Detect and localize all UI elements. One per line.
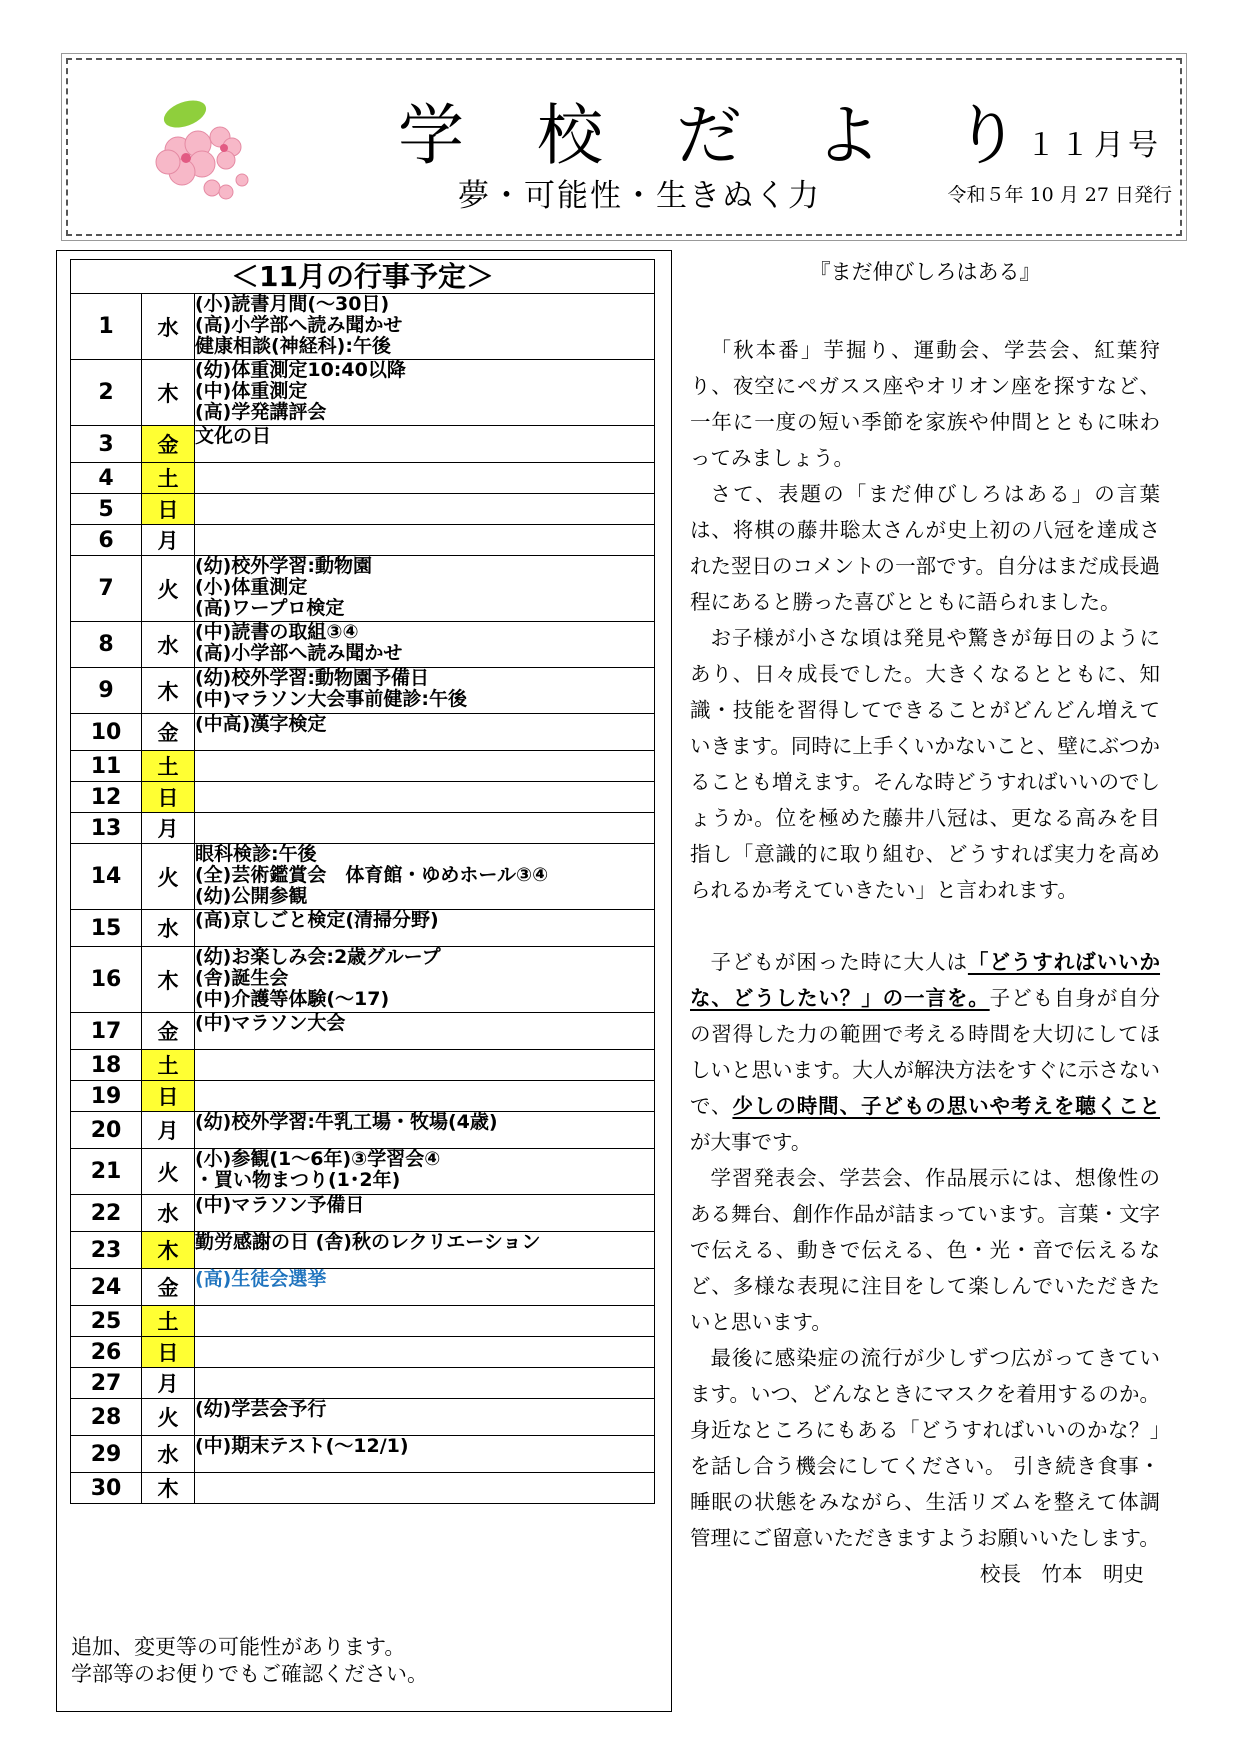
schedule-row bbox=[71, 294, 655, 360]
schedule-events bbox=[195, 668, 655, 714]
schedule-events bbox=[195, 294, 655, 360]
schedule-row bbox=[71, 751, 655, 782]
schedule-event: (中)介護等体験(～17) bbox=[195, 988, 390, 1010]
schedule-day: 28 bbox=[71, 1399, 142, 1436]
schedule-row bbox=[71, 1195, 655, 1232]
schedule-event: 眼科検診:午後 bbox=[195, 843, 317, 865]
schedule-events bbox=[195, 360, 655, 426]
schedule-row bbox=[71, 813, 655, 844]
schedule-day: 5 bbox=[71, 494, 142, 525]
cherry-blossom-icon bbox=[140, 92, 260, 212]
schedule-row bbox=[71, 910, 655, 947]
schedule-weekday: 木 bbox=[142, 1473, 195, 1504]
schedule-events bbox=[195, 1436, 655, 1473]
article-paragraph: 「秋本番」芋掘り、運動会、学芸会、紅葉狩り、夜空にペガスス座やオリオン座を探すなど、一年に一度の短い季節を家族や仲間とともに味わってみましょう。 bbox=[690, 338, 1160, 470]
schedule-weekday: 火 bbox=[142, 556, 195, 622]
schedule-row bbox=[71, 1306, 655, 1337]
schedule-row bbox=[71, 844, 655, 910]
article-text: 子どもが困った時に大人は bbox=[710, 950, 968, 974]
schedule-row bbox=[71, 360, 655, 426]
schedule-title: ＜11月の行事予定＞ bbox=[71, 260, 655, 294]
schedule-event: (小)読書月間(～30日) bbox=[195, 293, 390, 315]
schedule-event: (幼)校外学習:牛乳工場・牧場(4歳) bbox=[195, 1111, 498, 1133]
schedule-event: (中高)漢字検定 bbox=[195, 713, 327, 735]
schedule-events bbox=[195, 1013, 655, 1050]
schedule-event: (中)期末テスト(～12/1) bbox=[195, 1435, 409, 1457]
schedule-day: 18 bbox=[71, 1050, 142, 1081]
schedule-event: (幼)公開参観 bbox=[195, 885, 308, 907]
schedule-weekday: 月 bbox=[142, 525, 195, 556]
schedule-events bbox=[195, 426, 655, 463]
schedule-events bbox=[195, 556, 655, 622]
schedule-event: (中)マラソン大会事前健診:午後 bbox=[195, 688, 467, 710]
schedule-event: (小)体重測定 bbox=[195, 576, 308, 598]
schedule-weekday: 水 bbox=[142, 622, 195, 668]
article-paragraph: さて、表題の「まだ伸びしろはある」の言葉は、将棋の藤井聡太さんが史上初の八冠を達成された翌日のコメントの一部です。自分はまだ成長過程にあると勝った喜びとともに語られました。 bbox=[690, 482, 1160, 614]
article-paragraph: お子様が小さな頃は発見や驚きが毎日のようにあり、日々成長でした。大きくなるとともに、知識・技能を習得してできることがどんどん増えていきます。同時に上手くいかないこと、壁にぶつかることも増えます。そんな時どうすればいいのでしょうか。位を極めた藤井八冠は、更なる高みを目指し「意識的に取り組む、どうすれば実力を高められるか考えていきたい」と言われます。 bbox=[690, 626, 1160, 902]
schedule-weekday: 金 bbox=[142, 426, 195, 463]
schedule-row bbox=[71, 463, 655, 494]
schedule-events bbox=[195, 1081, 655, 1112]
schedule-row bbox=[71, 782, 655, 813]
schedule-event: (高)小学部へ読み聞かせ bbox=[195, 642, 403, 664]
schedule-event: 健康相談(神経科):午後 bbox=[195, 335, 391, 357]
schedule-events bbox=[195, 910, 655, 947]
newsletter-title: 学 校 だ よ り bbox=[398, 97, 1046, 174]
schedule-table bbox=[70, 259, 655, 1504]
schedule-events bbox=[195, 782, 655, 813]
schedule-events bbox=[195, 525, 655, 556]
issue-date: 令和５年 10 月 27 日発行 bbox=[947, 184, 1172, 206]
schedule-event: (幼)校外学習:動物園 bbox=[195, 555, 372, 577]
schedule-weekday: 日 bbox=[142, 1337, 195, 1368]
schedule-day: 26 bbox=[71, 1337, 142, 1368]
schedule-row bbox=[71, 1399, 655, 1436]
article-paragraph: 最後に感染症の流行が少しずつ広がってきています。いつ、どんなときにマスクを着用するのか。身近なところにもある「どうすればいいのかな？」を話し合う機会にしてください。 引き続き食事・睡眠の状態をみながら、生活リズムを整えて体調管理にご留意いただきますようお願いいたします。 bbox=[690, 1346, 1160, 1550]
schedule-weekday: 月 bbox=[142, 813, 195, 844]
schedule-events bbox=[195, 947, 655, 1013]
issue-label: １１月号 bbox=[1026, 128, 1162, 163]
schedule-weekday: 日 bbox=[142, 1081, 195, 1112]
schedule-event: (幼)校外学習:動物園予備日 bbox=[195, 667, 429, 689]
article-paragraph bbox=[690, 944, 1160, 1160]
schedule-weekday: 土 bbox=[142, 751, 195, 782]
schedule-events bbox=[195, 1337, 655, 1368]
schedule-day: 8 bbox=[71, 622, 142, 668]
schedule-row bbox=[71, 525, 655, 556]
schedule-day: 25 bbox=[71, 1306, 142, 1337]
schedule-event: 勤労感謝の日 (舎)秋のレクリエーション bbox=[195, 1231, 541, 1253]
schedule-row bbox=[71, 622, 655, 668]
schedule-row bbox=[71, 1436, 655, 1473]
schedule-row bbox=[71, 1337, 655, 1368]
schedule-events bbox=[195, 463, 655, 494]
schedule-day: 29 bbox=[71, 1436, 142, 1473]
schedule-day: 15 bbox=[71, 910, 142, 947]
schedule-note-line: 追加、変更等の可能性があります。 bbox=[71, 1635, 406, 1659]
schedule-event: (高)生徒会選挙 bbox=[195, 1268, 327, 1290]
schedule-day: 24 bbox=[71, 1269, 142, 1306]
schedule-weekday: 水 bbox=[142, 1436, 195, 1473]
schedule-day: 23 bbox=[71, 1232, 142, 1269]
schedule-event: 文化の日 bbox=[195, 425, 272, 447]
schedule-day: 13 bbox=[71, 813, 142, 844]
schedule-row bbox=[71, 556, 655, 622]
schedule-note-line: 学部等のお便りでもご確認ください。 bbox=[71, 1662, 428, 1686]
schedule-event: (中)マラソン予備日 bbox=[195, 1194, 365, 1216]
schedule-day: 6 bbox=[71, 525, 142, 556]
schedule-weekday: 水 bbox=[142, 910, 195, 947]
schedule-weekday: 日 bbox=[142, 494, 195, 525]
schedule-events bbox=[195, 1269, 655, 1306]
schedule-row bbox=[71, 1368, 655, 1399]
schedule-event: (中)体重測定 bbox=[195, 380, 308, 402]
emphasis-text: 「どうすればいいかな、どうしたい？」の一言を。 bbox=[690, 950, 1161, 1010]
schedule-weekday: 土 bbox=[142, 1306, 195, 1337]
schedule-day: 14 bbox=[71, 844, 142, 910]
schedule-day: 19 bbox=[71, 1081, 142, 1112]
schedule-row bbox=[71, 1050, 655, 1081]
schedule-day: 4 bbox=[71, 463, 142, 494]
schedule-event: (高)学発講評会 bbox=[195, 401, 327, 423]
schedule-panel bbox=[56, 250, 672, 1712]
schedule-day: 3 bbox=[71, 426, 142, 463]
schedule-weekday: 日 bbox=[142, 782, 195, 813]
schedule-row bbox=[71, 714, 655, 751]
schedule-day: 7 bbox=[71, 556, 142, 622]
schedule-events bbox=[195, 844, 655, 910]
schedule-events bbox=[195, 1149, 655, 1195]
schedule-row bbox=[71, 1269, 655, 1306]
schedule-weekday: 木 bbox=[142, 1232, 195, 1269]
schedule-event: (中)マラソン大会 bbox=[195, 1012, 346, 1034]
schedule-day: 11 bbox=[71, 751, 142, 782]
schedule-events bbox=[195, 494, 655, 525]
schedule-row bbox=[71, 1149, 655, 1195]
schedule-row bbox=[71, 668, 655, 714]
schedule-weekday: 土 bbox=[142, 463, 195, 494]
schedule-events bbox=[195, 1195, 655, 1232]
schedule-event: (幼)お楽しみ会:2歳グループ bbox=[195, 946, 441, 968]
schedule-weekday: 水 bbox=[142, 294, 195, 360]
schedule-weekday: 火 bbox=[142, 1399, 195, 1436]
schedule-row bbox=[71, 426, 655, 463]
schedule-row bbox=[71, 947, 655, 1013]
schedule-events bbox=[195, 714, 655, 751]
schedule-weekday: 木 bbox=[142, 360, 195, 426]
schedule-day: 20 bbox=[71, 1112, 142, 1149]
schedule-row bbox=[71, 1081, 655, 1112]
schedule-events bbox=[195, 1112, 655, 1149]
schedule-weekday: 金 bbox=[142, 1013, 195, 1050]
schedule-note bbox=[71, 1634, 428, 1688]
schedule-event: (小)参観(1～6年)③学習会④ bbox=[195, 1148, 441, 1170]
schedule-day: 21 bbox=[71, 1149, 142, 1195]
schedule-weekday: 水 bbox=[142, 1195, 195, 1232]
schedule-events bbox=[195, 1368, 655, 1399]
schedule-event: (幼)体重測定10:40以降 bbox=[195, 359, 406, 381]
schedule-day: 9 bbox=[71, 668, 142, 714]
schedule-events bbox=[195, 1050, 655, 1081]
schedule-row bbox=[71, 1112, 655, 1149]
schedule-row bbox=[71, 1473, 655, 1504]
schedule-events bbox=[195, 622, 655, 668]
schedule-row bbox=[71, 1013, 655, 1050]
schedule-day: 17 bbox=[71, 1013, 142, 1050]
schedule-events bbox=[195, 1473, 655, 1504]
schedule-row bbox=[71, 1232, 655, 1269]
newsletter-header bbox=[66, 58, 1182, 236]
schedule-events bbox=[195, 1232, 655, 1269]
schedule-weekday: 土 bbox=[142, 1050, 195, 1081]
schedule-event: (高)京しごと検定(清掃分野) bbox=[195, 909, 439, 931]
schedule-events bbox=[195, 1399, 655, 1436]
schedule-event: (高)小学部へ読み聞かせ bbox=[195, 314, 403, 336]
article-title: 『まだ伸びしろはある』 bbox=[809, 260, 1041, 284]
schedule-day: 30 bbox=[71, 1473, 142, 1504]
schedule-weekday: 月 bbox=[142, 1112, 195, 1149]
schedule-weekday: 木 bbox=[142, 668, 195, 714]
schedule-event: (舎)誕生会 bbox=[195, 967, 289, 989]
signature: 校長 竹本 明史 bbox=[980, 1562, 1144, 1586]
schedule-day: 10 bbox=[71, 714, 142, 751]
schedule-weekday: 金 bbox=[142, 1269, 195, 1306]
schedule-weekday: 火 bbox=[142, 844, 195, 910]
schedule-day: 12 bbox=[71, 782, 142, 813]
schedule-day: 27 bbox=[71, 1368, 142, 1399]
schedule-events bbox=[195, 751, 655, 782]
article-text: 子ども自身が自分の習得した力の範囲で考える時間を大切にしてほしいと思います。大人が解決方法をすぐに示さないで、 bbox=[690, 986, 1161, 1118]
schedule-weekday: 月 bbox=[142, 1368, 195, 1399]
schedule-day: 22 bbox=[71, 1195, 142, 1232]
schedule-event: (幼)学芸会予行 bbox=[195, 1398, 327, 1420]
schedule-day: 16 bbox=[71, 947, 142, 1013]
schedule-event: (中)読書の取組③④ bbox=[195, 621, 359, 643]
schedule-event: (高)ワープロ検定 bbox=[195, 597, 345, 619]
emphasis-text: 少しの時間、子どもの思いや考えを聴くこと bbox=[732, 1094, 1161, 1118]
schedule-events bbox=[195, 1306, 655, 1337]
schedule-weekday: 金 bbox=[142, 714, 195, 751]
schedule-events bbox=[195, 813, 655, 844]
schedule-weekday: 木 bbox=[142, 947, 195, 1013]
schedule-weekday: 火 bbox=[142, 1149, 195, 1195]
schedule-day: 1 bbox=[71, 294, 142, 360]
principal-article bbox=[690, 256, 1160, 1592]
schedule-day: 2 bbox=[71, 360, 142, 426]
article-text: が大事です。 bbox=[690, 1130, 812, 1154]
school-motto: 夢・可能性・生きぬく力 bbox=[458, 178, 821, 214]
schedule-event: ・買い物まつり(1･2年) bbox=[195, 1169, 401, 1191]
schedule-row bbox=[71, 494, 655, 525]
article-paragraph: 学習発表会、学芸会、作品展示には、想像性のある舞台、創作作品が詰まっています。言葉・文字で伝える、動きで伝える、色・光・音で伝えるなど、多様な表現に注目をして楽しんでいただきたいと思います。 bbox=[690, 1166, 1160, 1334]
schedule-event: (全)芸術鑑賞会 体育館・ゆめホール③④ bbox=[195, 864, 549, 886]
